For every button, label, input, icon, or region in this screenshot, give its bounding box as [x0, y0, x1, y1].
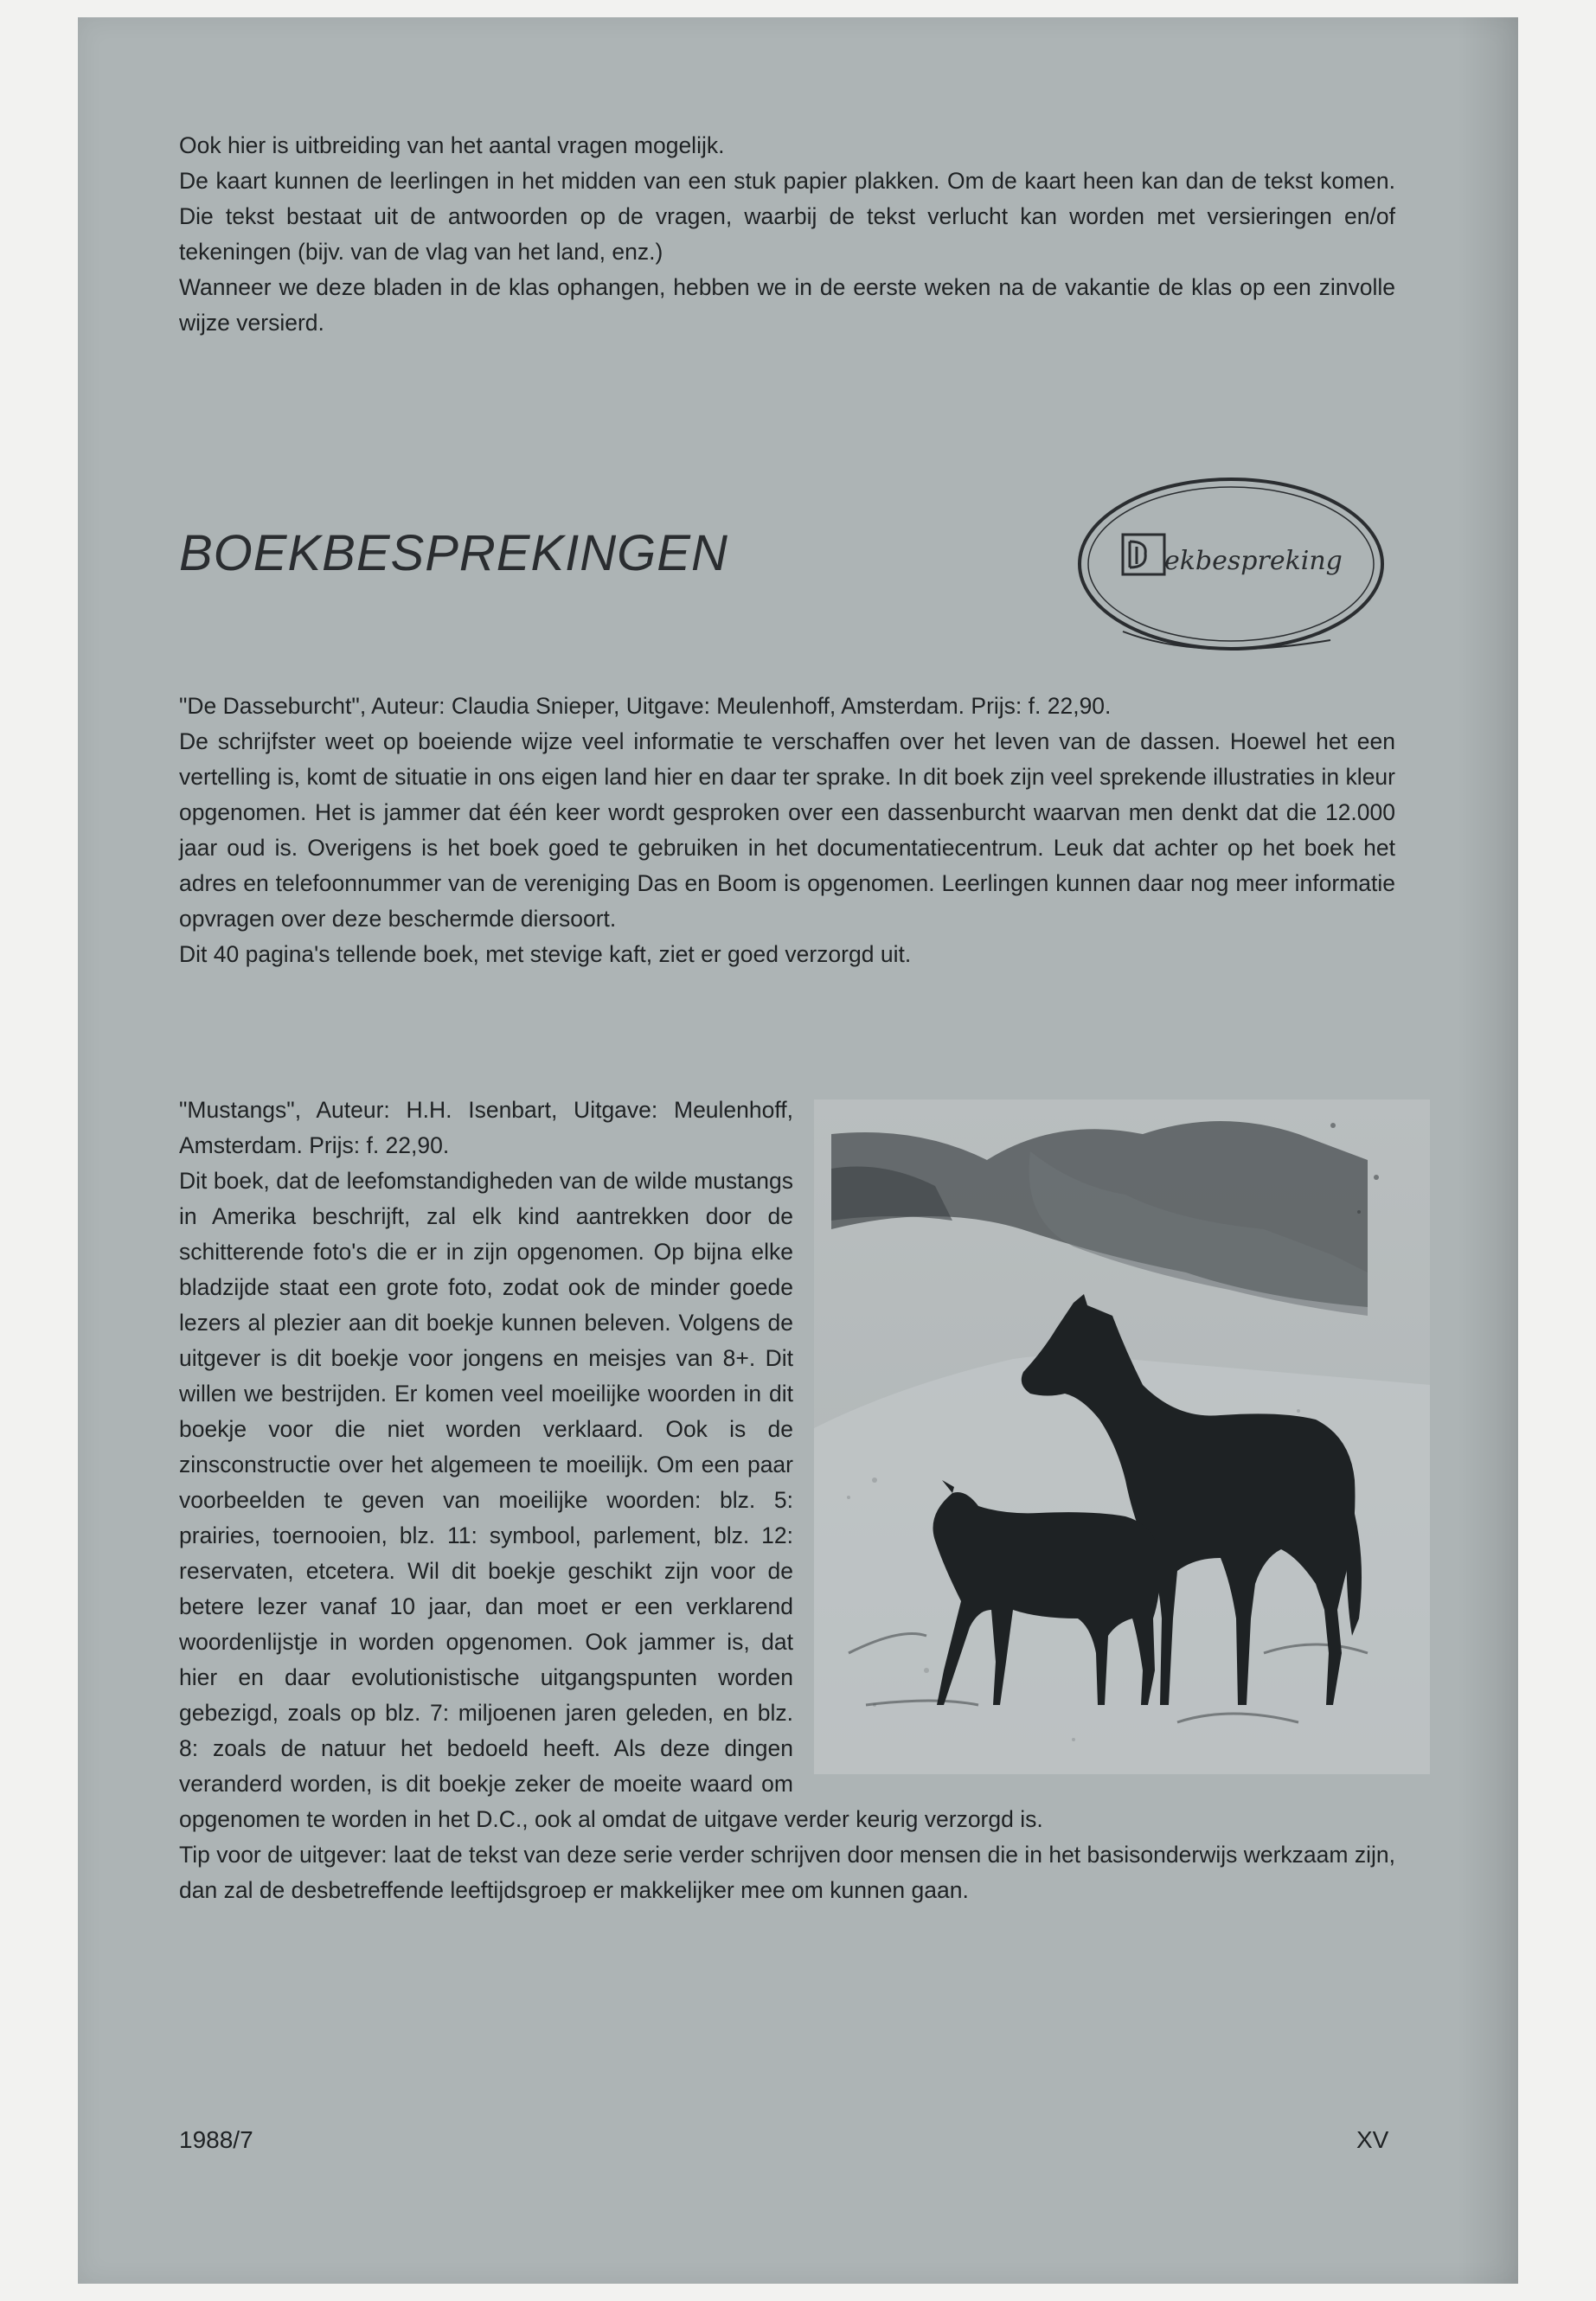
intro-paragraph-1: Ook hier is uitbreiding van het aantal vragen mogelijk. — [179, 132, 725, 158]
page-number: XV — [1356, 2126, 1389, 2153]
review1-header: "De Dasseburcht", Auteur: Claudia Snieper, Uitgave: Meulenhoff, Amsterdam. Prijs: f. 22,90. — [179, 693, 1112, 719]
intro-paragraph-2: De kaart kunnen de leerlingen in het midden van een stuk papier plakken. Om de kaart heen kan dan de tekst komen. Die tekst bestaat uit de antwoorden op de vragen, waarbij de tekst verlucht kan worden met versieringen en/of tekeningen (bijv. van de vlag van het land, enz.) — [179, 168, 1395, 265]
review1-body: De schrijfster weet op boeiende wijze veel informatie te verschaffen over het leven van de dassen. Hoewel het een vertelling is, komt de situatie in ons eigen land hier en daar ter sprake. In dit boek zijn veel sprekende illustraties in kleur opgenomen. Het is jammer dat één keer wordt gesproken over een dassenburcht waarvan men denkt dat die 12.000 jaar oud is. Overigens is het boek goed te gebruiken in het documentatiecentrum. Leuk dat achter op het boek het adres en telefoonnummer van de vereniging Das en Boom is opgenomen. Leerlingen kunnen daar nog meer informatie opvragen over deze beschermde diersoort. — [179, 728, 1395, 932]
horses-image — [814, 1099, 1430, 1774]
review2-tip: Tip voor de uitgever: laat de tekst van deze serie verder schrijven door mensen die in het basisonderwijs werkzaam zijn, dan zal de desbetreffende leeftijdsgroep er makkelijker mee om kunnen gaan. — [179, 1842, 1395, 1903]
stamp-oval-icon — [1071, 467, 1391, 666]
boekbespreking-stamp — [1071, 467, 1391, 666]
review2-header: "Mustangs", Auteur: H.H. Isenbart, Uitgave: Meulenhoff, Amsterdam. Prijs: f. 22,90. — [179, 1097, 793, 1158]
review-dasseburcht — [179, 689, 1395, 972]
intro-text — [179, 128, 1395, 341]
review2-body: Dit boek, dat de leefomstandigheden van de wilde mustangs in Amerika beschrijft, zal elk kind aantrekken door de schitterende foto's die er in zijn opgenomen. Op bijna elke bladzijde staat een grote foto, zodat ook de minder goede lezers al plezier aan dit boekje kunnen beleven. Volgens de uitgever is dit boekje voor jongens en meisjes van 8+. Dit willen we bestrijden. Er komen veel moeilijke woorden in dit boekje voor die niet worden verklaard. Ook is de zinsconstructie over het algemeen te moeilijk. Om een paar voorbeelden te geven van moeilijke woorden: blz. 5: prairies, toernooien, blz. 11: symbool, parlement, blz. 12: reservaten, etcetera. Wil dit boekje geschikt zijn voor de betere lezer vanaf 10 jaar, dan moet er een verklarend woordenlijstje in worden opgenomen. Ook jammer is, dat hier en daar evolutionistische uitgangspunten worden gebezigd, zoals op blz. 7: miljoenen jaren geleden, en blz. 8: zoals de natuur het bedoeld heeft. Als deze dingen veranderd worden, is dit boekje zeker de moeite waard om opgenomen te worden in het D.C., ook al omdat de uitgave verder keurig verzorgd is. — [179, 1168, 1043, 1832]
section-title: BOEKBESPREKINGEN — [179, 525, 728, 581]
document-page — [78, 17, 1518, 2284]
intro-paragraph-3: Wanneer we deze bladen in de klas ophangen, hebben we in de eerste weken na de vakantie de klas op een zinvolle wijze versierd. — [179, 274, 1395, 336]
review-mustangs — [179, 1093, 1395, 1908]
horses-photo — [814, 1099, 1430, 1774]
review1-last: Dit 40 pagina's tellende boek, met stevige kaft, ziet er goed verzorgd uit. — [179, 941, 912, 967]
svg-text:ekbespreking: ekbespreking — [1164, 546, 1343, 576]
issue-number: 1988/7 — [179, 2126, 253, 2153]
